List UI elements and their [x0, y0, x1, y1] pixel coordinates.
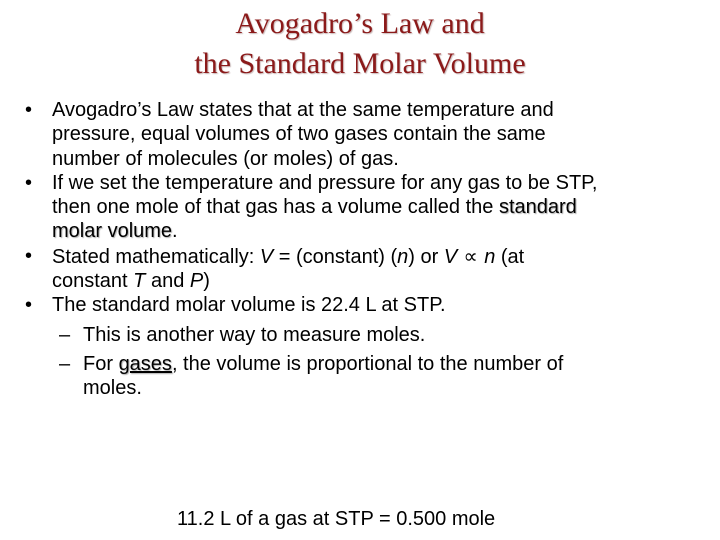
bullet-math-statement — [22, 244, 712, 294]
bullet-text-line — [52, 219, 712, 243]
variable-n: n — [484, 245, 496, 268]
text-run: then one mole of that gas has a volume called the — [52, 196, 499, 219]
bullet-text-line — [52, 244, 712, 269]
text-run: . — [172, 220, 178, 243]
variable-t: T — [133, 270, 146, 293]
variable-n: n — [397, 245, 409, 268]
text-run: constant — [52, 270, 134, 293]
bullet-text-line: The standard molar volume is 22.4 L at STP. — [52, 294, 446, 317]
key-term-gases: gases — [118, 352, 172, 375]
subbullet-gases — [22, 352, 712, 401]
variable-v: V — [443, 245, 458, 268]
text-run: and — [145, 270, 190, 293]
bullet-text-line: If we set the temperature and pressure for any gas to be STP, — [52, 171, 598, 194]
bullet-text-line: Avogadro’s Law states that at the same temperature and — [52, 99, 554, 121]
subbullet-text-line — [83, 352, 712, 376]
bullet-marker: • — [25, 244, 33, 267]
text-run: Stated mathematically: — [52, 245, 260, 268]
bullet-text-line — [52, 195, 712, 219]
subbullet-marker: – — [59, 323, 71, 346]
text-run: ) or — [408, 245, 444, 268]
bullet-marker: • — [25, 171, 33, 194]
subbullet-text-line: This is another way to measure moles. — [83, 323, 426, 346]
text-run: , the volume is proportional to the number of — [171, 352, 564, 375]
variable-p: P — [189, 270, 204, 293]
slide-title — [0, 4, 720, 84]
bullet-marker: • — [25, 294, 33, 317]
title-line-2: the Standard Molar Volume — [194, 47, 526, 80]
conclusion-text: 11.2 L of a gas at STP = 0.500 mole — [177, 508, 496, 530]
key-term-standard: standard — [498, 196, 577, 219]
text-run: (at — [495, 245, 525, 268]
subbullet-marker: – — [59, 352, 71, 375]
text-run: = (constant) ( — [273, 245, 398, 268]
key-term-molar-volume: molar volume — [52, 220, 173, 243]
bullet-text-line: pressure, equal volumes of two gases contain the same — [52, 123, 546, 146]
bullet-stp — [22, 171, 712, 244]
bullet-list — [22, 98, 712, 401]
subbullet-text-line: moles. — [83, 377, 142, 400]
variable-v: V — [259, 245, 274, 268]
bullet-molar-volume-value — [22, 293, 712, 317]
text-run: For — [83, 352, 119, 375]
subbullet-measure-moles — [22, 323, 712, 347]
bullet-text-line: number of molecules (or moles) of gas. — [52, 147, 399, 170]
bullet-marker: • — [25, 99, 33, 121]
proportional-symbol: ∝ — [457, 243, 485, 268]
title-line-1: Avogadro’s Law and — [235, 7, 485, 40]
bullet-text-line — [52, 269, 712, 293]
bullet-avogadros-law — [22, 98, 712, 171]
text-run: ) — [203, 270, 210, 293]
